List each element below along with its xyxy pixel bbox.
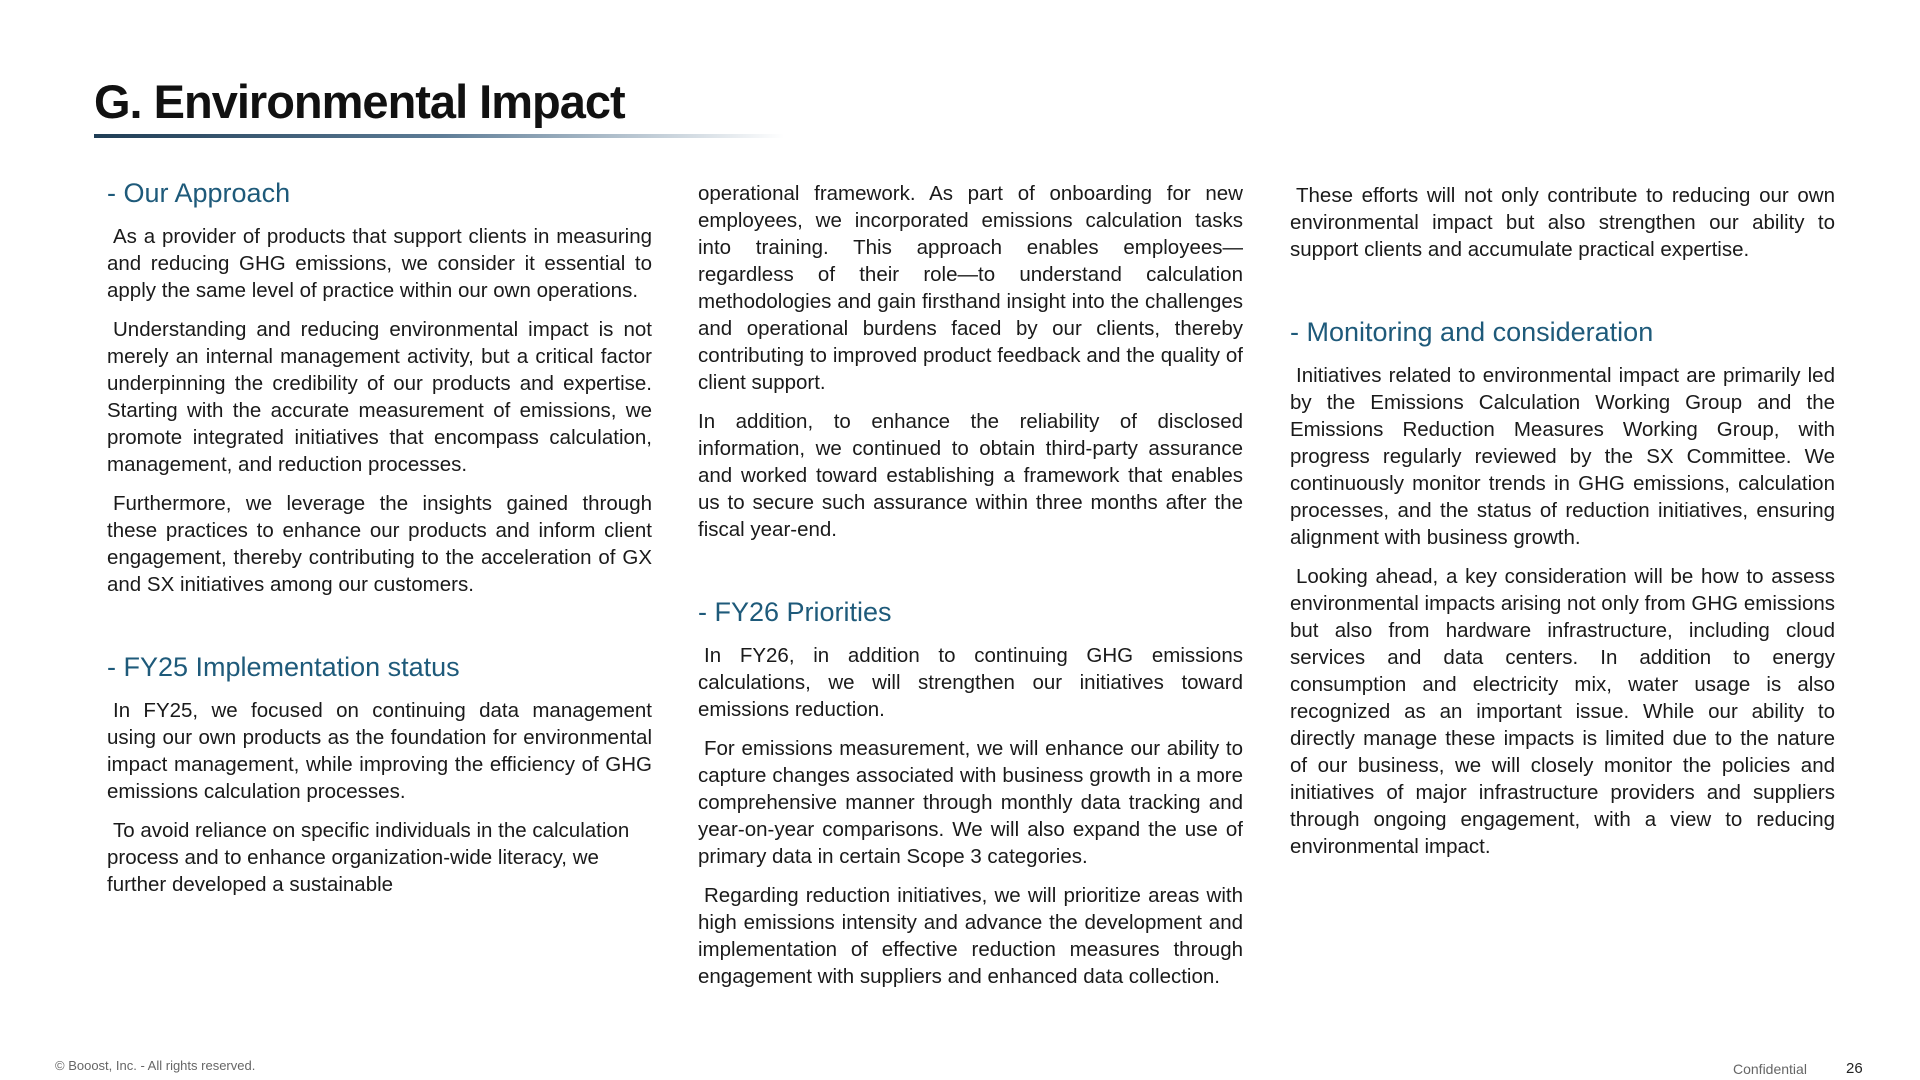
- fy26-priorities-continued-paragraph: These efforts will not only contribute to reducing our own environmental impact but also strengthen our ability to support clients and accumulate practical expertise.: [1290, 184, 1835, 261]
- our-approach-paragraph-3: Furthermore, we leverage the insights gained through these practices to enhance our products and inform client engagement, thereby contributing to the acceleration of GX and SX initiatives among our customers.: [107, 492, 652, 596]
- page-title: G. Environmental Impact: [94, 75, 625, 128]
- footer-confidential-label: Confidential: [1733, 1061, 1807, 1077]
- monitoring-paragraph-2: Looking ahead, a key consideration will be how to assess environmental impacts arising not only from GHG emissions but also from hardware infrastructure, including cloud services and data centers. In addition to energy consumption and electricity mix, water usage is also recognized as an important issue. While our ability to directly manage these impacts is limited due to the nature of our business, we will closely monitor the policies and initiatives of major infrastructure providers and suppliers through ongoing engagement, with a view to reducing environmental impact.: [1290, 565, 1835, 858]
- our-approach-heading: - Our Approach: [107, 178, 291, 208]
- fy25-status-paragraph-2: To avoid reliance on specific individuals in the calculation process and to enhance organization-wide literacy, we further developed a sustainable: [107, 819, 630, 896]
- column-left: [107, 178, 652, 910]
- section-spacer: [698, 555, 1243, 597]
- fy26-priorities-paragraph-1: In FY26, in addition to continuing GHG emissions calculations, we will strengthen our initiatives toward emissions reduction.: [698, 644, 1243, 721]
- fy26-priorities-paragraph-2: For emissions measurement, we will enhance our ability to capture changes associated with business growth in a more comprehensive manner through monthly data tracking and year-on-year comparisons. We will also expand the use of primary data in certain Scope 3 categories.: [698, 737, 1243, 868]
- fy25-assurance-paragraph: In addition, to enhance the reliability of disclosed information, we continued to obtain third-party assurance and worked toward establishing a framework that enables us to secure such assurance within three months after the fiscal year-end.: [698, 410, 1243, 541]
- our-approach-paragraph-2: Understanding and reducing environmental impact is not merely an internal management activity, but a critical factor underpinning the credibility of our products and expertise. Starting with the accurate measurement of emissions, we promote integrated initiatives that encompass calculation, management, and reduction processes.: [107, 318, 652, 476]
- column-middle: [698, 180, 1243, 1002]
- section-spacer: [1290, 275, 1835, 317]
- monitoring-heading: - Monitoring and consideration: [1290, 317, 1654, 347]
- column-right: [1290, 182, 1835, 872]
- fy26-priorities-paragraph-3: Regarding reduction initiatives, we will prioritize areas with high emissions intensity and advance the development and implementation of effective reduction measures through engagement with suppliers and enhanced data collection.: [698, 884, 1243, 988]
- footer-copyright: © Booost, Inc. - All rights reserved.: [55, 1058, 256, 1073]
- fy26-priorities-heading: - FY26 Priorities: [698, 597, 892, 627]
- title-underline: [94, 134, 784, 138]
- our-approach-paragraph-1: As a provider of products that support clients in measuring and reducing GHG emissions, we consider it essential to apply the same level of practice within our own operations.: [107, 225, 652, 302]
- page-number: 26: [1846, 1060, 1863, 1077]
- fy25-status-heading: - FY25 Implementation status: [107, 652, 460, 682]
- section-spacer: [107, 610, 652, 652]
- fy25-status-paragraph-1: In FY25, we focused on continuing data management using our own products as the foundation for environmental impact management, while improving the efficiency of GHG emissions calculation processes.: [107, 699, 652, 803]
- fy25-status-continued-paragraph: operational framework. As part of onboarding for new employees, we incorporated emissions calculation tasks into training. This approach enables employees—regardless of their role—to understand calculation methodologies and gain firsthand insight into the challenges and operational burdens faced by our clients, thereby contributing to improved product feedback and the quality of client support.: [698, 182, 1243, 394]
- monitoring-paragraph-1: Initiatives related to environmental impact are primarily led by the Emissions Calculation Working Group and the Emissions Reduction Measures Working Group, with progress regularly reviewed by the SX Committee. We continuously monitor trends in GHG emissions, calculation processes, and the status of reduction initiatives, ensuring alignment with business growth.: [1290, 364, 1835, 549]
